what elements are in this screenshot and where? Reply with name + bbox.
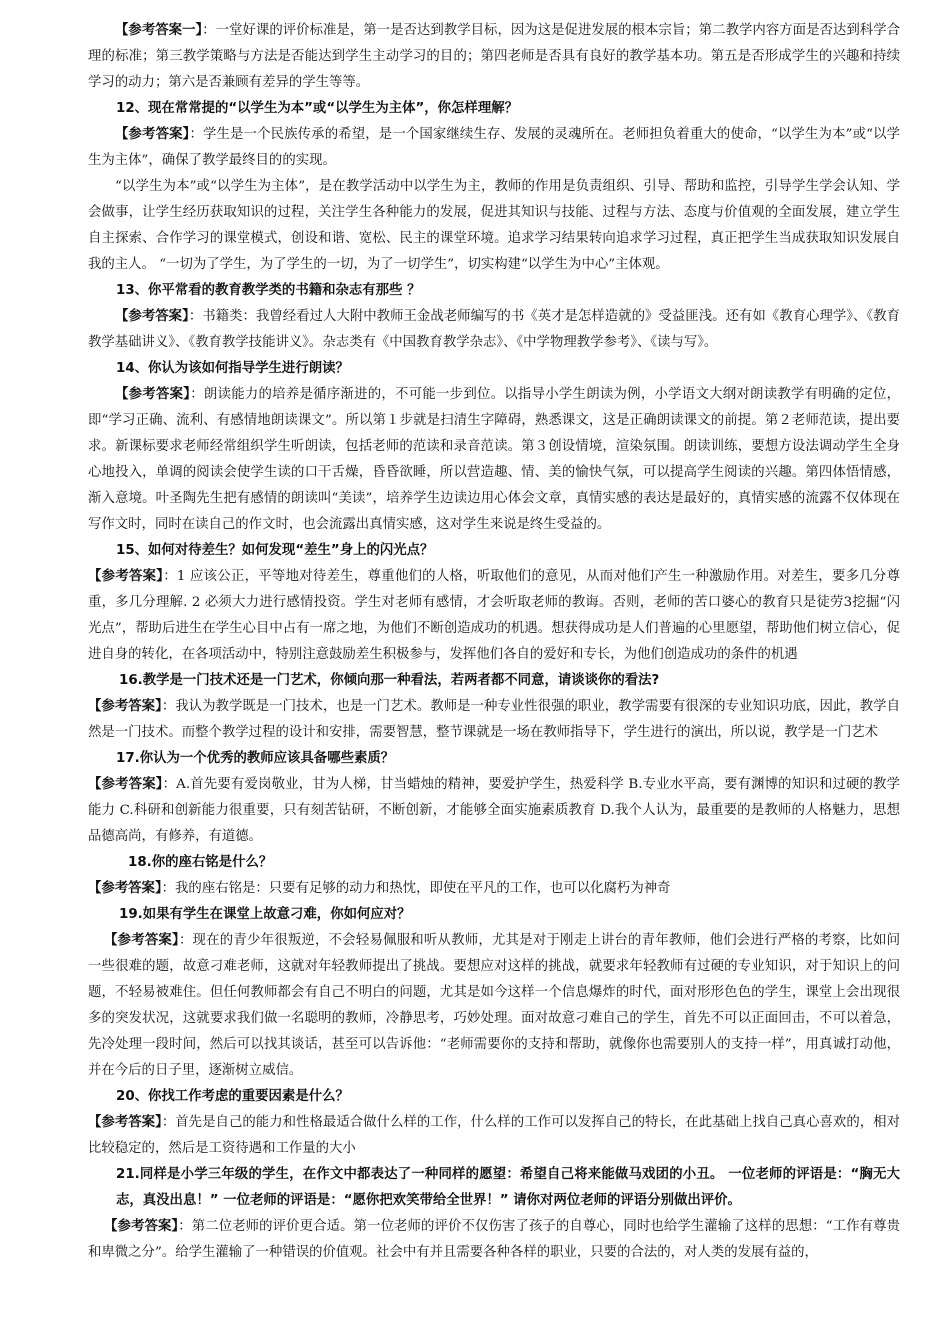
answer-paragraph: [88, 1214, 900, 1266]
answer-text: ：朗读能力的培养是循序渐进的，不可能一步到位。以指导小学生朗读为例，小学语文大纲对朗读教学有明确的定位，即“学习正确、流利、有感情地朗读课文”。所以第１步就是扫清生字障碍，熟悉课文，这是正确朗读课文的前提。第２老师范读，提出要求。新课标要求老师经常组织学生听朗读，包括老师的范读和录音范读。第３创设情境，渲染氛围。朗读训练，要想方设法调动学生全身心地投入，单调的阅读会使学生读的口干舌燥，昏昏欲睡，所以营造趣、情、美的愉快气氛，可以提高学生阅读的兴趣。第四体悟情感，渐入意境。叶圣陶先生把有感情的朗读叫“美读”，培养学生边读边用心体会文章，真情实感的表达是最好的，真情实感的流露不仅体现在写作文时，同时在读自己的作文时，也会流露出真情实感，这对学生来说是终生受益的。: [88, 387, 900, 532]
question-heading: 12、现在常常提的“以学生为本”或“以学生为主体”，你怎样理解？: [116, 101, 518, 116]
answer-text: ：第二位老师的评价更合适。第一位老师的评价不仅伤害了孩子的自尊心，同时也给学生灌输了这样的思想：“工作有尊贵和卑微之分”。给学生灌输了一种错误的价值观。社会中有并且需要各种各样的职业，只要的合法的，对人类的发展有益的，: [88, 1219, 900, 1260]
answer-text: ：我认为教学既是一门技术，也是一门艺术。教师是一种专业性很强的职业，教学需要有很深的专业知识功底，因此，教学自然是一门技术。而整个教学过程的设计和安排，需要智慧，整节课就是一场在教师指导下，学生进行的演出，所以说，教学是一门艺术: [88, 699, 900, 740]
answer-label: 【参考答案】: [115, 309, 189, 324]
answer-label: 【参考答案】: [115, 127, 190, 142]
answer-label: 【参考答案】: [115, 387, 191, 402]
answer-paragraph: [88, 304, 900, 356]
answer-paragraph: [88, 772, 900, 850]
answer-text: ：我的座右铭是：只要有足够的动力和热忱，即使在平凡的工作，也可以化腐朽为神奇: [161, 881, 671, 896]
answer-paragraph: [88, 694, 900, 746]
answer-label: 【参考答案】: [104, 933, 179, 948]
answer-text: ：一堂好课的评价标准是，第一是否达到教学目标，因为这是促进发展的根本宗旨；第二教学内容方面是否达到科学合理的标准；第三教学策略与方法是否能达到学生主动学习的目的；第四老师是否具有良好的教学基本功。第五是否形成学生的兴趣和持续学习的动力；第六是否兼顾有差异的学生等等。: [88, 23, 900, 90]
question-heading: 18.你的座右铭是什么？: [128, 855, 273, 870]
answer-paragraph: [88, 928, 900, 1084]
question-heading: 16.教学是一门技术还是一门艺术，你倾向那一种看法，若两者都不同意，请谈谈你的看法?: [119, 673, 660, 688]
answer-paragraph: [88, 564, 900, 668]
answer-label: 【参考答案】: [88, 699, 162, 714]
answer-paragraph: [88, 18, 900, 96]
body-paragraph: “以学生为本”或“以学生为主体”，是在教学活动中以学生为主，教师的作用是负责组织、引导、帮助和监控，引导学生学会认知、学会做事，让学生经历获取知识的过程，关注学生各种能力的发展，促进其知识与技能、过程与方法、态度与价值观的全面发展，建立学生自主探索、合作学习的课堂模式，创设和谐、宽松、民主的课堂环境。追求学习结果转向追求学习过程，真正把学生当成获取知识发展自我的主人。 “一切为了学生，为了学生的一切，为了一切学生”，切实构建“以学生为中心”主体观。: [88, 179, 900, 272]
answer-text: ：A.首先要有爱岗敬业，甘为人梯，甘当蜡烛的精神，要爱护学生，热爱科学 B.专业水平高，要有渊博的知识和过硬的教学能力 C.科研和创新能力很重要，只有刻苦钻研，不断创新，才能够全面实施素质教育 D.我个人认为，最重要的是教师的人格魅力，思想品德高尚，有修养，有道德。: [88, 777, 900, 844]
answer-label: 【参考答案】: [88, 881, 162, 896]
answer-label: 【参考答案】: [88, 569, 164, 584]
question-heading: 21.同样是小学三年级的学生，在作文中都表达了一种同样的愿望：希望自己将来能做马戏团的小丑。 一位老师的评语是：“胸无大志，真没出息！” 一位老师的评语是：“愿你把欢笑带给全世界！” 请你对两位老师的评语分别做出评价。: [116, 1167, 900, 1208]
answer-paragraph: [88, 122, 900, 174]
answer-text: ：书籍类：我曾经看过人大附中教师王金战老师编写的书《英才是怎样造就的》受益匪浅。还有如《教育心理学》、《教育教学基础讲义》、《教育教学技能讲义》。杂志类有《中国教育教学杂志》、《中学物理教学参考》、《读与写》。: [88, 309, 900, 350]
answer-paragraph: [88, 382, 900, 538]
answer-label: 【参考答案】: [88, 1115, 162, 1130]
answer-label: 【参考答案一】: [115, 23, 203, 38]
document-page: [88, 18, 900, 1266]
answer-text: ：现在的青少年很叛逆，不会轻易佩服和听从教师，尤其是对于刚走上讲台的青年教师，他们会进行严格的考察，比如问一些很难的题，故意刁难老师，这就对年轻教师提出了挑战。要想应对这样的挑战，就要求年轻教师有过硬的专业知识，对于知识上的问题，不轻易被难住。但任何教师都会有自己不明白的问题，尤其是如今这样一个信息爆炸的时代，面对形形色色的学生，课堂上会出现很多的突发状况，这就要求我们做一名聪明的教师，冷静思考，巧妙处理。面对故意刁难自己的学生，首先不可以正面回击，不可以着急，先冷处理一段时间，然后可以找其谈话，甚至可以告诉他：“老师需要你的支持和帮助，就像你也需要别人的支持一样”，用真诚打动他，并在今后的日子里，逐渐树立威信。: [88, 933, 900, 1078]
question-heading: 13、你平常看的教育教学类的书籍和杂志有那些 ？: [116, 283, 421, 298]
answer-paragraph: [88, 876, 900, 902]
question-heading: 14、你认为该如何指导学生进行朗读？: [116, 361, 349, 376]
answer-text: ：首先是自己的能力和性格最适合做什么样的工作，什么样的工作可以发挥自己的特长，在此基础上找自己真心喜欢的，相对比较稳定的，然后是工资待遇和工作量的大小: [88, 1115, 900, 1156]
question-heading: 17.你认为一个优秀的教师应该具备哪些素质？: [116, 751, 395, 766]
question-heading: 15、如何对待差生？如何发现“差生”身上的闪光点？: [116, 543, 434, 558]
answer-text: ：学生是一个民族传承的希望，是一个国家继续生存、发展的灵魂所在。老师担负着重大的使命，“以学生为本”或“以学生为主体”，确保了教学最终目的的实现。: [88, 127, 900, 168]
answer-paragraph: [88, 1110, 900, 1162]
answer-label: 【参考答案】: [88, 777, 163, 792]
answer-label: 【参考答案】: [104, 1219, 179, 1234]
answer-text: ：1 应该公正，平等地对待差生，尊重他们的人格，听取他们的意见，从而对他们产生一种激励作用。对差生，要多几分尊重，多几分理解. 2 必须大力进行感情投资。学生对老师有感情，才会听取老师的教诲。否则，老师的苦口婆心的教育只是徒劳3挖掘“闪光点”，帮助后进生在学生心目中占有一席之地，为他们不断创造成功的机遇。想获得成功是人们普遍的心里愿望，帮助他们树立信心，促进自身的转化，在各项活动中，特别注意鼓励差生积极参与，发挥他们各自的爱好和专长，为他们创造成功的条件的机遇: [88, 569, 900, 662]
question-heading: 19.如果有学生在课堂上故意刁难，你如何应对？: [119, 907, 411, 922]
question-heading: 20、你找工作考虑的重要因素是什么？: [116, 1089, 349, 1104]
